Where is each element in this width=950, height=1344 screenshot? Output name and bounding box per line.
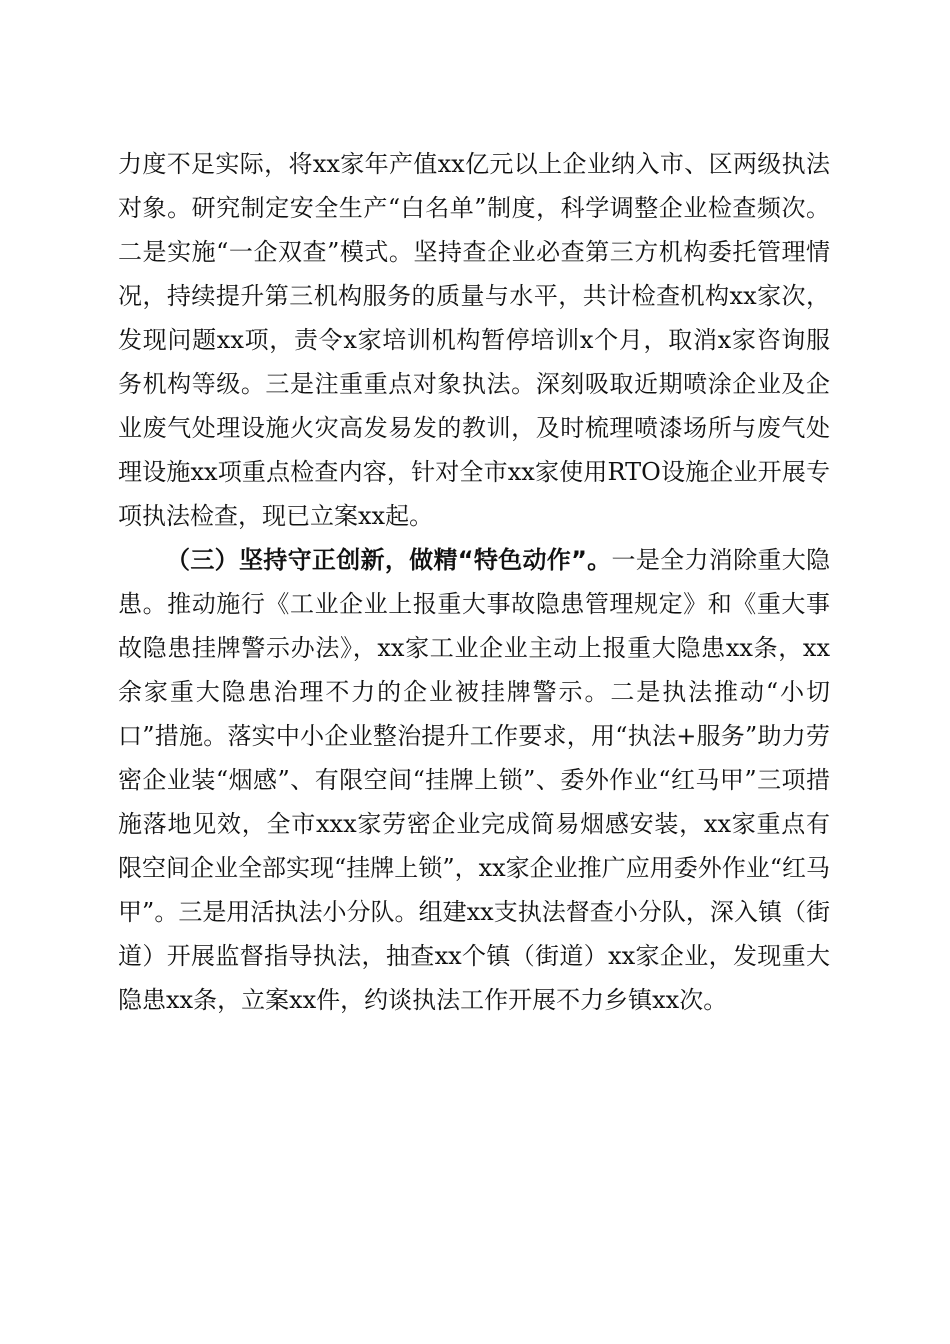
paragraph-enforcement-measures: 力度不足实际，将xx家年产值xx亿元以上企业纳入市、区两级执法对象。研究制定安全生产“白名单”制度，科学调整企业检查频次。二是实施“一企双查”模式。坚持查企业必查第三方机构委托管理情况，持续提升第三机构服务的质量与水平，共计检查机构xx家次，发现问题xx项，责令x家培训机构暂停培训x个月，取消x家咨询服务机构等级。三是注重重点对象执法。深刻吸取近期喷涂企业及企业废气处理设施火灾高发易发的教训，及时梳理喷漆场所与废气处理设施xx项重点检查内容，针对全市xx家使用RTO设施企业开展专项执法检查，现已立案xx起。 — [118, 150, 830, 530]
section-three-heading: （三）坚持守正创新，做精“特色动作”。 — [166, 546, 612, 574]
section-three-body: 一是全力消除重大隐患。推动施行《工业企业上报重大事故隐患管理规定》和《重大事故隐患挂牌警示办法》，xx家工业企业主动上报重大隐患xx条，xx余家重大隐患治理不力的企业被挂牌警示。二是执法推动“小切口”措施。落实中小企业整治提升工作要求，用“执法+服务”助力劳密企业装“烟感”、有限空间“挂牌上锁”、委外作业“红马甲”三项措施落地见效，全市xxx家劳密企业完成简易烟感安装，xx家重点有限空间企业全部实现“挂牌上锁”，xx家企业推广应用委外作业“红马甲”。三是用活执法小分队。组建xx支执法督查小分队，深入镇（街道）开展监督指导执法，抽查xx个镇（街道）xx家企业，发现重大隐患xx条，立案xx件，约谈执法工作开展不力乡镇xx次。 — [118, 546, 831, 1014]
paragraph-section-three — [118, 538, 830, 1022]
document-body — [118, 142, 830, 1022]
